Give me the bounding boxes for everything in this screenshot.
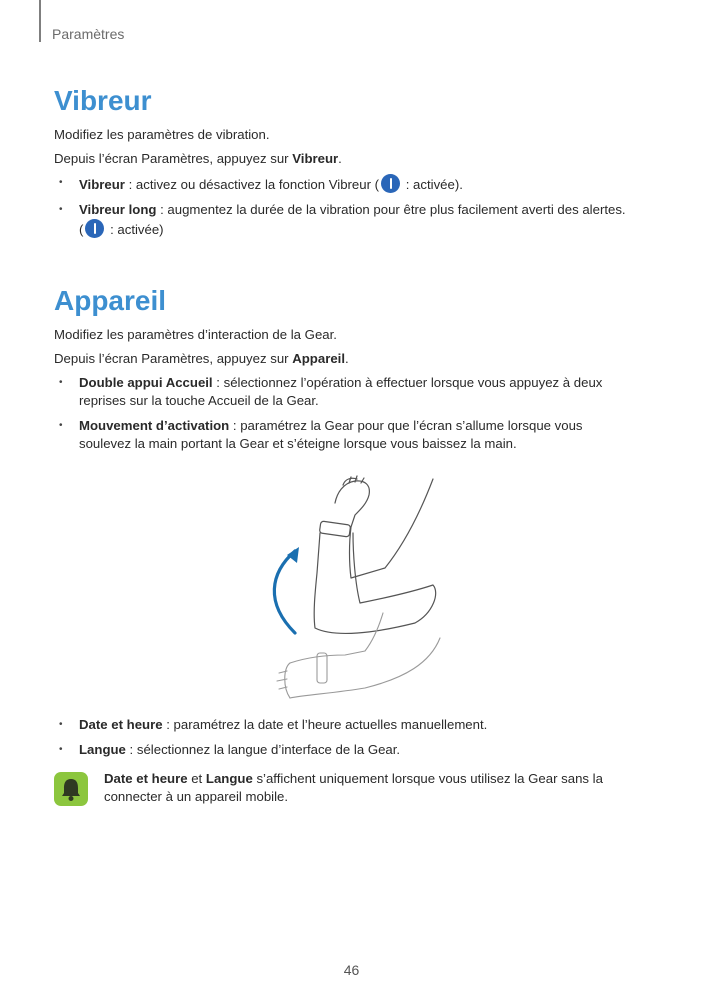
raised-upper-arm: [314, 533, 436, 633]
wrist-raise-illustration: [265, 473, 455, 703]
bullet-vibreur-long: • Vibreur long : augmentez la durée de la vibration pour être plus facilement averti des alertes. ( : activée): [59, 202, 626, 237]
raised-hand: [343, 476, 364, 485]
bell-note-icon: [54, 772, 88, 806]
appareil-path: Depuis l’écran Paramètres, appuyez sur Appareil.: [54, 351, 349, 366]
motion-arrow-head: [287, 547, 299, 563]
raised-gear-band: [319, 521, 350, 537]
section-appareil-cont: [54, 716, 654, 766]
running-header: Paramètres: [52, 26, 125, 42]
bullet-double-appui: • Double appui Accueil : sélectionnez l’opération à effectuer lorsque vous appuyez à deux reprises sur la touche Accueil de la Gear.: [59, 375, 603, 408]
page-number: 46: [343, 962, 360, 978]
lowered-gear-band: [317, 653, 327, 683]
bullet-mouvement-activation: • Mouvement d’activation : paramétrez la Gear pour que l’écran s’allume lorsque vous soulevez la main portant la Gear et s’éteigne lorsque vous baissez la main.: [59, 418, 583, 451]
motion-arrow: [274, 551, 295, 633]
vibreur-path: Depuis l’écran Paramètres, appuyez sur Vibreur.: [54, 151, 342, 166]
bullet-langue: • Langue : sélectionnez la langue d’interface de la Gear.: [59, 742, 401, 757]
bullet-vibreur: • Vibreur : activez ou désactivez la fonction Vibreur ( : activée).: [54, 174, 654, 194]
toggle-on-icon: [85, 219, 104, 238]
section-title-vibreur: Vibreur: [54, 85, 152, 116]
bullet-date-heure: • Date et heure : paramétrez la date et l’heure actuelles manuellement.: [59, 717, 488, 732]
toggle-on-icon: [381, 174, 400, 193]
section-vibreur: [54, 84, 654, 246]
section-title-appareil: Appareil: [54, 285, 167, 316]
appareil-intro: Modifiez les paramètres d’interaction de la Gear.: [54, 327, 337, 342]
note-box: [54, 770, 644, 806]
lowered-arm: [290, 613, 440, 698]
vibreur-intro: Modifiez les paramètres de vibration.: [54, 127, 270, 142]
header-rule: [39, 0, 41, 42]
note-text: Date et heure et Langue s’affichent uniquement lorsque vous utilisez la Gear sans la connecter à un appareil mobile.: [104, 771, 603, 804]
section-appareil: [54, 284, 654, 460]
lowered-hand: [277, 663, 290, 698]
